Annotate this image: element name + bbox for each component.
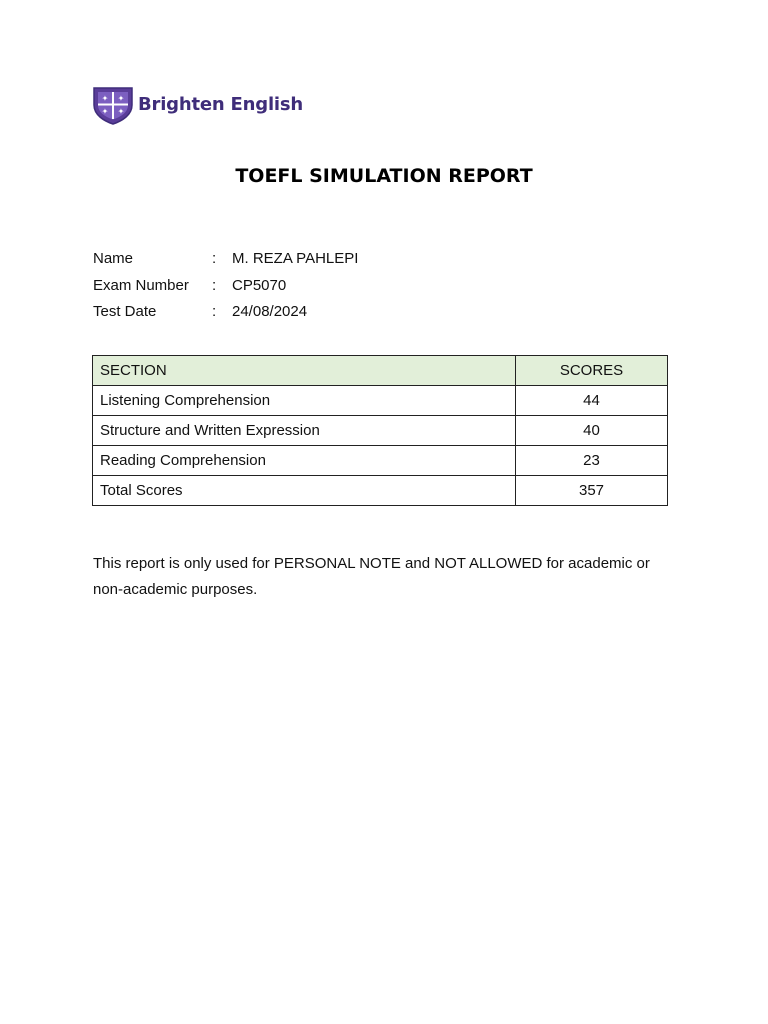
table-row (93, 446, 668, 476)
info-row-name (93, 248, 358, 275)
candidate-info (93, 248, 358, 328)
document-title: TOEFL SIMULATION REPORT (235, 165, 533, 187)
score-cell: 357 (516, 476, 668, 506)
brand-name: Brighten English (138, 93, 304, 115)
svg-text:✦: ✦ (101, 94, 109, 103)
scores-table (92, 355, 668, 506)
test-date-label: Test Date (93, 303, 157, 320)
separator-colon: : (212, 276, 217, 294)
score-cell: 40 (516, 416, 668, 446)
score-cell: 23 (516, 446, 668, 476)
table-row (93, 386, 668, 416)
section-cell: Listening Comprehension (93, 386, 516, 416)
exam-number-value: CP5070 (232, 276, 287, 294)
table-header-row (93, 356, 668, 386)
info-row-test-date (93, 301, 358, 328)
test-date-value: 24/08/2024 (232, 303, 308, 320)
svg-text:✦: ✦ (101, 107, 109, 116)
scores-column-header: SCORES (516, 356, 668, 386)
name-label: Name (93, 250, 134, 267)
svg-text:✦: ✦ (117, 94, 125, 103)
shield-crest-icon (92, 85, 134, 125)
name-value: M. REZA PAHLEPI (232, 250, 359, 267)
disclaimer-note: This report is only used for PERSONAL NOTE and NOT ALLOWED for academic or non-academic purposes. (93, 555, 650, 598)
score-cell: 44 (516, 386, 668, 416)
table-row-total (93, 476, 668, 506)
table-row (93, 416, 668, 446)
svg-text:✦: ✦ (117, 107, 125, 116)
section-cell: Total Scores (93, 476, 516, 506)
section-cell: Reading Comprehension (93, 446, 516, 476)
brand-logo (92, 85, 303, 125)
section-column-header: SECTION (93, 356, 516, 386)
section-cell: Structure and Written Expression (93, 416, 516, 446)
separator-colon: : (212, 303, 217, 320)
info-row-exam-number (93, 275, 358, 302)
separator-colon: : (212, 250, 217, 267)
exam-number-label: Exam Number (93, 276, 189, 294)
